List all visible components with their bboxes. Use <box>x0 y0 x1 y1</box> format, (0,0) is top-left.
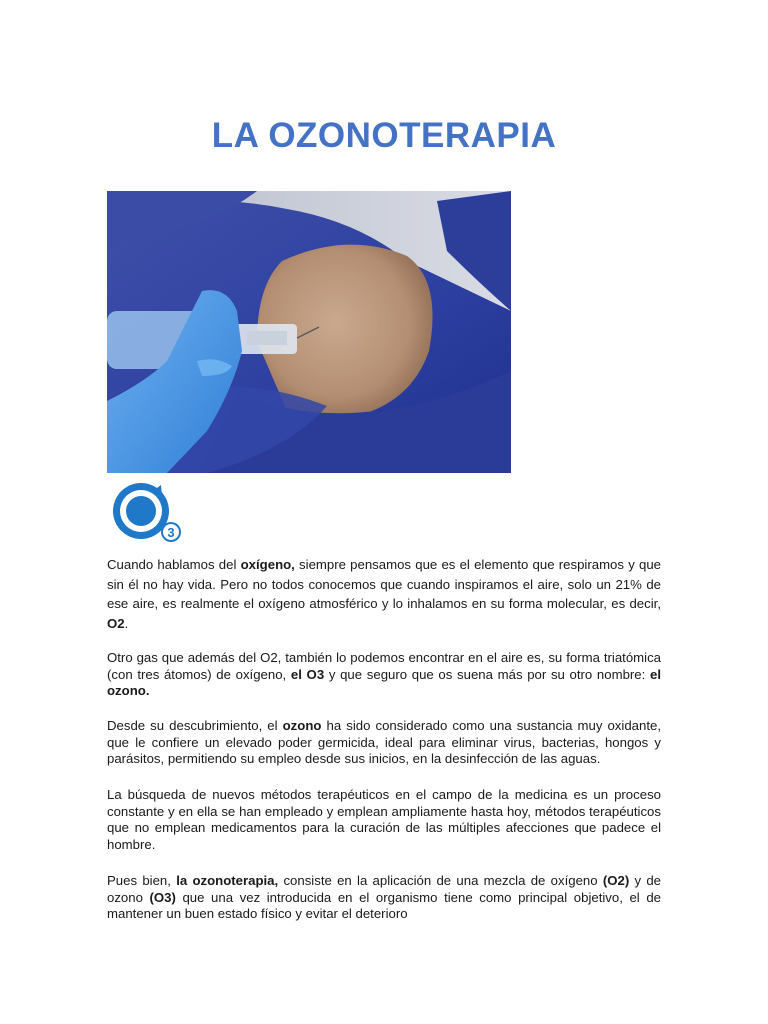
injection-photo <box>107 191 511 473</box>
paragraph-therapeutic-methods: La búsqueda de nuevos métodos terapéuticos en el campo de la medicina es un proceso constante y en ella se han empleado y emplean ampliamente hasta hoy, métodos terapéuticos que no emplean medicamentos para la curación de las múltiples afecciones que padece el hombre. <box>107 787 661 852</box>
logo-subscript: 3 <box>167 525 175 540</box>
paragraph-oxygen: Cuando hablamos del oxígeno, siempre pensamos que es el elemento que respiramos y que sin él no hay vida. Pero no todos conocemos que cuando inspiramos el aire, solo un 21% de ese aire, es realmente el oxígeno atmosférico y lo inhalamos en su forma molecular, es decir, O2. <box>107 557 662 632</box>
paragraph-ozonotherapy-definition: Pues bien, la ozonoterapia, consiste en la aplicación de una mezcla de oxígeno (O2) y de ozono (O3) que una vez introducida en el organismo tiene como principal objetivo, el de mantener un buen estado físico y evitar el deterioro <box>107 873 662 921</box>
paragraph-discovery: Desde su descubrimiento, el ozono ha sido considerado como una sustancia muy oxidante, que le confiere un elevado poder germicida, ideal para eliminar virus, bacterias, hongos y parásitos, permitiendo su empleo desde sus inicios, en la desinfección de las aguas. <box>107 718 661 766</box>
document-title: LA OZONOTERAPIA <box>211 116 557 156</box>
paragraph-ozone-gas: Otro gas que además del O2, también lo podemos encontrar en el aire es, su forma triatómica (con tres átomos) de oxígeno, el O3 y que seguro que os suena más por su otro nombre: el ozono. <box>107 650 661 698</box>
ozone-o3-logo-icon <box>109 479 183 545</box>
